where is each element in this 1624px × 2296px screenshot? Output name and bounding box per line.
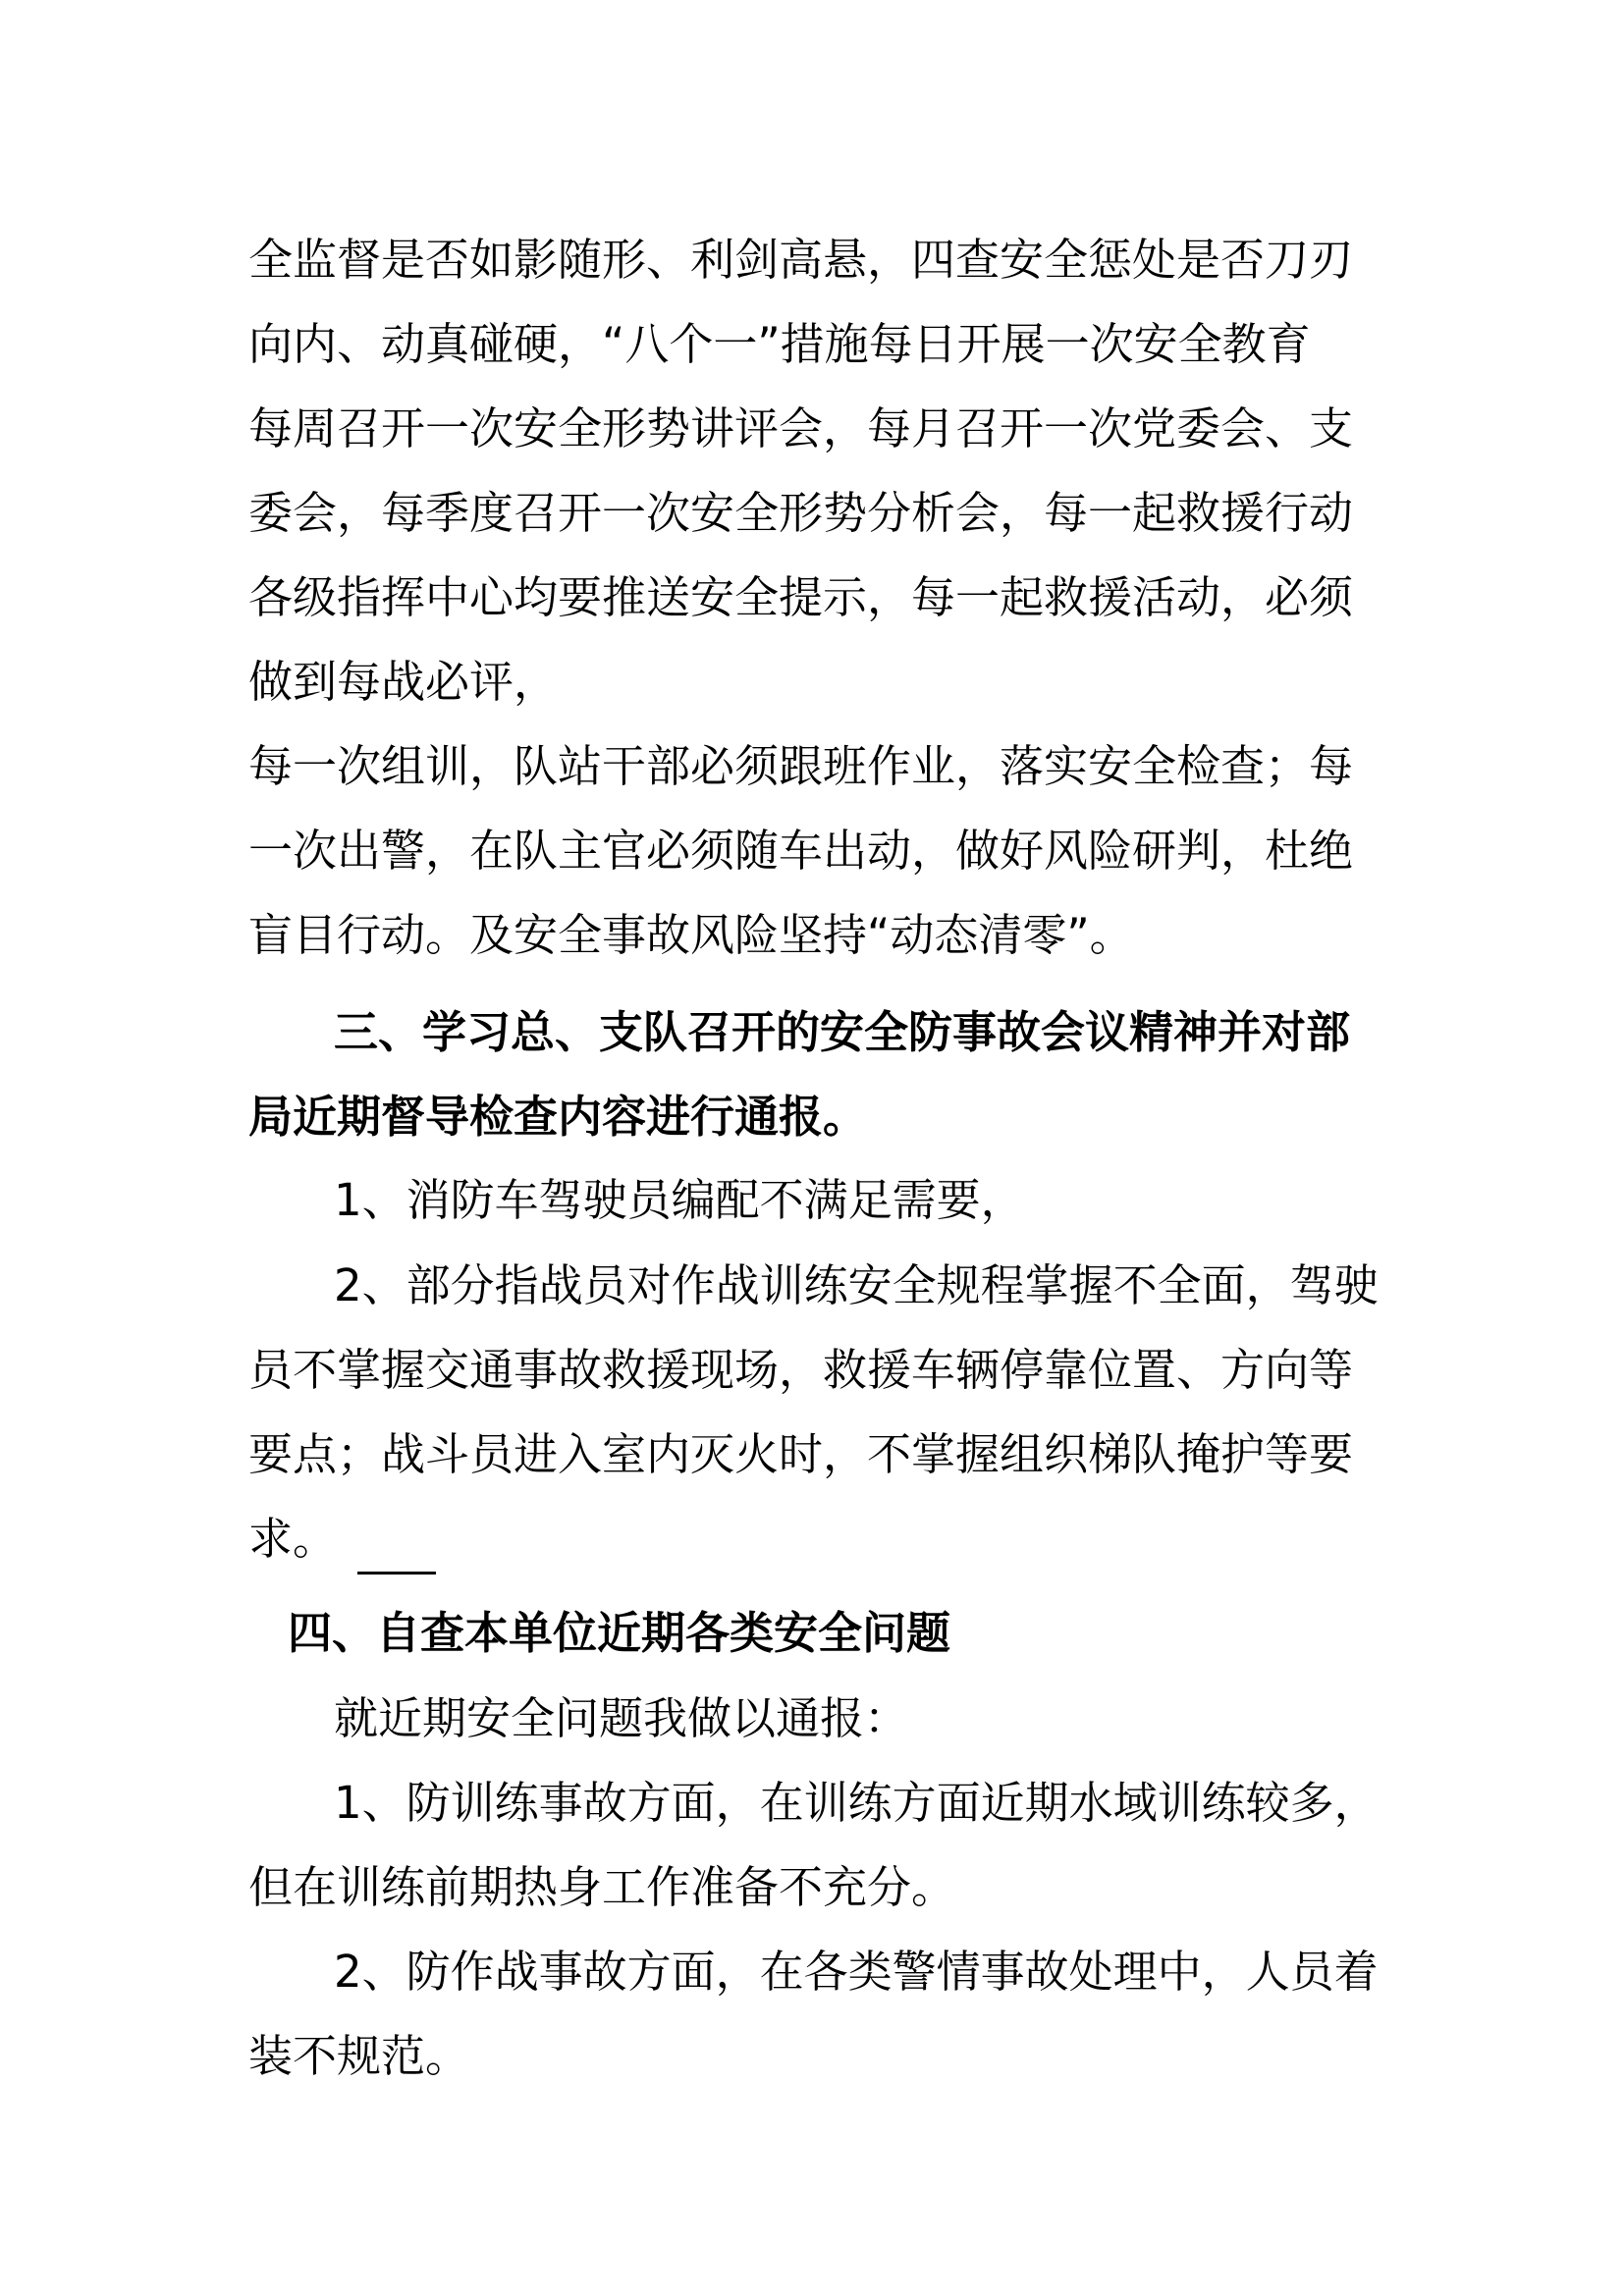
paragraph-line: 委会，每季度召开一次安全形势分析会，每一起救援行动 (248, 487, 1354, 539)
paragraph-line: 做到每战必评， (248, 656, 559, 708)
section4-item-1: 1、防训练事故方面，在训练方面近期水域训练较多， (334, 1777, 1379, 1829)
section4-intro: 就近期安全问题我做以通报： (334, 1692, 909, 1744)
section3-item-1: 1、消防车驾驶员编配不满足需要， (334, 1174, 1025, 1226)
paragraph-line: 一次出警，在队主官必须随车出动，做好风险研判，杜绝 (248, 825, 1354, 877)
section4-item-2: 装不规范。 (248, 2030, 470, 2082)
section3-item-2: 求。 (248, 1513, 338, 1565)
paragraph-line: 全监督是否如影随形、利剑高悬，四查安全惩处是否刀刃 (248, 234, 1354, 286)
section3-heading: 三、学习总、支队召开的安全防事故会议精神并对部 (334, 1006, 1351, 1058)
paragraph-line: 各级指挥中心均要推送安全提示，每一起救援活动，必须 (248, 571, 1354, 623)
blank-underline (357, 1572, 436, 1575)
paragraph-line: 向内、动真碰硬，“八个一”措施每日开展一次安全教育 (248, 318, 1311, 370)
section4-item-2: 2、防作战事故方面，在各类警情事故处理中，人员着 (334, 1946, 1379, 1998)
section4-item-1: 但在训练前期热身工作准备不充分。 (248, 1861, 956, 1913)
section3-item-2: 要点；战斗员进入室内灭火时，不掌握组织梯队掩护等要 (248, 1428, 1354, 1480)
section3-item-2: 员不掌握交通事故救援现场，救援车辆停靠位置、方向等 (248, 1344, 1354, 1396)
paragraph-line: 每一次组训，队站干部必须跟班作业，落实安全检查；每 (248, 740, 1354, 792)
section4-heading: 四、自查本单位近期各类安全问题 (288, 1607, 951, 1659)
paragraph-line: 每周召开一次安全形势讲评会，每月召开一次党委会、支 (248, 402, 1354, 454)
section3-item-2: 2、部分指战员对作战训练安全规程掌握不全面，驾驶 (334, 1259, 1379, 1311)
section3-heading: 局近期督导检查内容进行通报。 (248, 1091, 868, 1143)
paragraph-line: 盲目行动。及安全事故风险坚持“动态清零”。 (248, 909, 1134, 961)
